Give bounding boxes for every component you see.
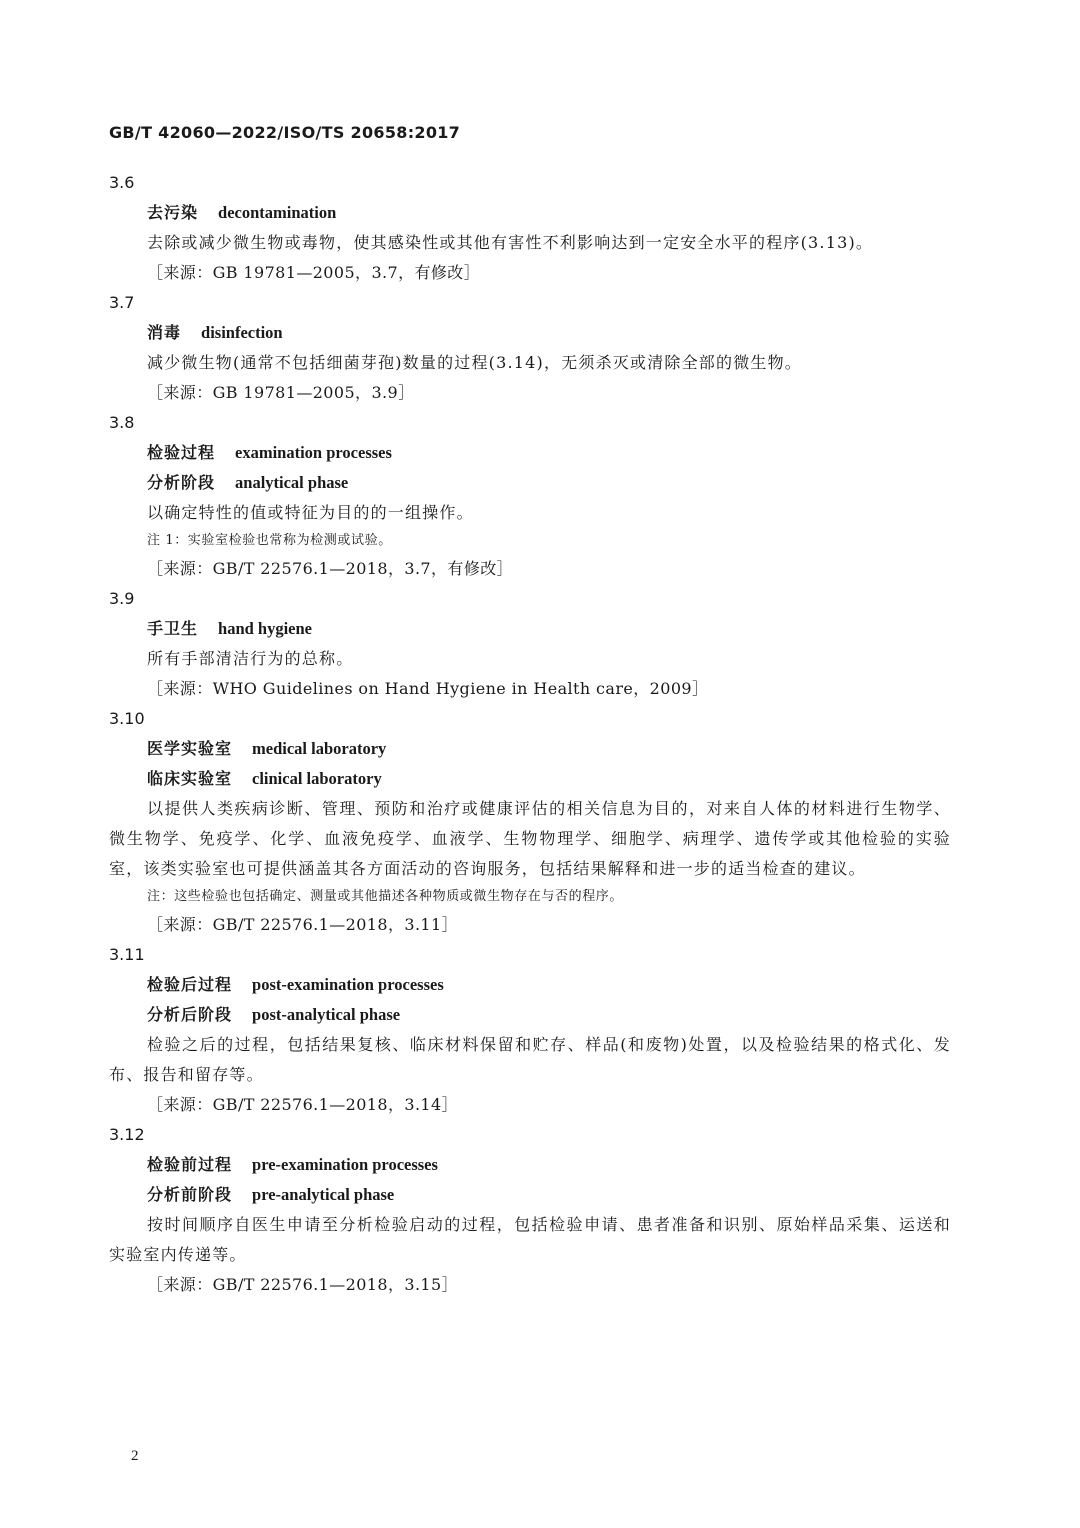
term-chinese: 检验前过程 <box>147 1155 233 1174</box>
standard-header: GB/T 42060—2022/ISO/TS 20658:2017 <box>109 123 461 142</box>
term-note: 注 1：实验室检验也常称为检测或试验。 <box>147 533 392 548</box>
term-definition: 去除或减少微生物或毒物，使其感染性或其他有害性不利影响达到一定安全水平的程序(3.13)。 <box>147 233 874 252</box>
clause-number: 3.9 <box>109 589 135 608</box>
term-definition: 检验之后的过程，包括结果复核、临床材料保留和贮存、样品(和废物)处置，以及检验结果的格式化、发布、报告和留存等。 <box>109 1035 951 1084</box>
term-english: hand hygiene <box>218 619 313 638</box>
term-source: ［来源：GB/T 22576.1—2018，3.7，有修改］ <box>147 559 514 578</box>
term-chinese: 去污染 <box>147 203 199 222</box>
term-chinese: 消毒 <box>147 323 182 342</box>
term-entry <box>147 318 951 348</box>
term-chinese: 分析阶段 <box>147 473 216 492</box>
term-definition: 按时间顺序自医生申请至分析检验启动的过程，包括检验申请、患者准备和识别、原始样品采集、运送和实验室内传递等。 <box>109 1215 951 1264</box>
term-clause <box>109 408 951 584</box>
clause-number: 3.8 <box>109 413 135 432</box>
term-entry <box>147 438 951 468</box>
term-english: analytical phase <box>235 473 349 492</box>
term-entry <box>147 1000 951 1030</box>
term-clause <box>109 288 951 408</box>
term-chinese: 检验过程 <box>147 443 216 462</box>
term-chinese: 分析后阶段 <box>147 1005 233 1024</box>
term-english: pre-analytical phase <box>252 1185 395 1204</box>
term-english: decontamination <box>218 203 337 222</box>
clause-number: 3.11 <box>109 945 145 964</box>
term-entry <box>147 614 951 644</box>
term-entry <box>147 764 951 794</box>
term-clause <box>109 940 951 1120</box>
term-english: post-analytical phase <box>252 1005 401 1024</box>
term-source: ［来源：GB/T 22576.1—2018，3.15］ <box>147 1275 458 1294</box>
term-source: ［来源：GB 19781—2005，3.7，有修改］ <box>147 263 481 282</box>
term-entry <box>147 1150 951 1180</box>
term-entry <box>147 198 951 228</box>
term-source: ［来源：GB/T 22576.1—2018，3.14］ <box>147 1095 458 1114</box>
clause-number: 3.7 <box>109 293 135 312</box>
term-clause <box>109 704 951 940</box>
term-english: post-examination processes <box>252 975 444 994</box>
term-entry <box>147 468 951 498</box>
term-chinese: 分析前阶段 <box>147 1185 233 1204</box>
term-definition: 所有手部清洁行为的总称。 <box>147 649 354 668</box>
term-entry <box>147 1180 951 1210</box>
term-chinese: 检验后过程 <box>147 975 233 994</box>
term-entry <box>147 970 951 1000</box>
term-source: ［来源：WHO Guidelines on Hand Hygiene in Health care，2009］ <box>147 679 709 698</box>
term-source: ［来源：GB 19781—2005，3.9］ <box>147 383 415 402</box>
term-english: examination processes <box>235 443 392 462</box>
term-clause <box>109 584 951 704</box>
term-chinese: 医学实验室 <box>147 739 233 758</box>
term-clause <box>109 1120 951 1300</box>
term-chinese: 手卫生 <box>147 619 199 638</box>
term-definition: 以确定特性的值或特征为目的的一组操作。 <box>147 503 474 522</box>
term-note: 注：这些检验也包括确定、测量或其他描述各种物质或微生物存在与否的程序。 <box>147 889 624 904</box>
term-definition: 减少微生物(通常不包括细菌芽孢)数量的过程(3.14)，无须杀灭或清除全部的微生物。 <box>147 353 802 372</box>
term-clause <box>109 168 951 288</box>
term-english: clinical laboratory <box>252 769 382 788</box>
clause-number: 3.10 <box>109 709 145 728</box>
term-entry <box>147 734 951 764</box>
page-number: 2 <box>131 1448 139 1464</box>
clause-number: 3.6 <box>109 173 135 192</box>
term-source: ［来源：GB/T 22576.1—2018，3.11］ <box>147 915 458 934</box>
term-definition: 以提供人类疾病诊断、管理、预防和治疗或健康评估的相关信息为目的，对来自人体的材料进行生物学、微生物学、免疫学、化学、血液免疫学、血液学、生物物理学、细胞学、病理学、遗传学或其他检验的实验室，该类实验室也可提供涵盖其各方面活动的咨询服务，包括结果解释和进一步的适当检查的建议。 <box>109 799 951 878</box>
term-english: disinfection <box>201 323 283 342</box>
term-chinese: 临床实验室 <box>147 769 233 788</box>
term-english: pre-examination processes <box>252 1155 438 1174</box>
term-english: medical laboratory <box>252 739 387 758</box>
clause-number: 3.12 <box>109 1125 145 1144</box>
terms-section <box>109 168 951 1300</box>
